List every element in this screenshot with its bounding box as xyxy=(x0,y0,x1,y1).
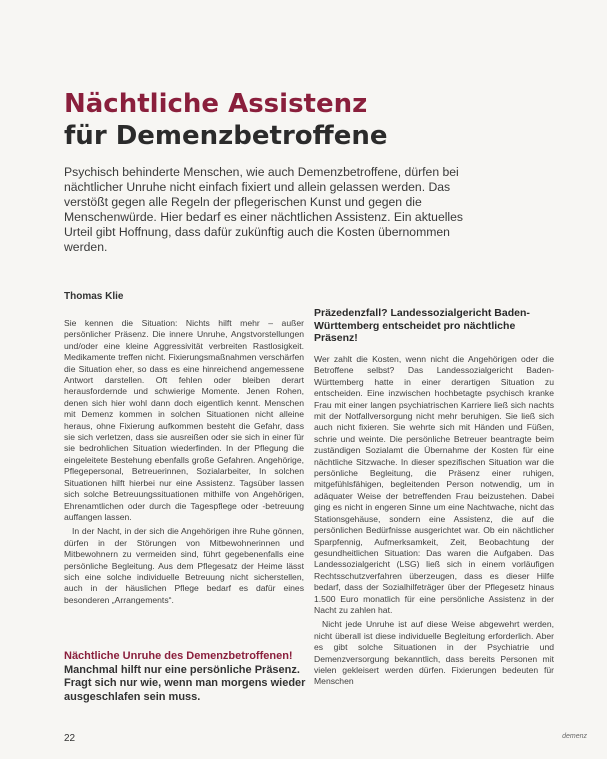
pull-quote-text: Manchmal hilft nur eine persönliche Präsenz. Fragt sich nur wie, wenn man morgens wieder ausgeschlafen sein muss. xyxy=(64,663,306,703)
left-paragraph-1: Sie kennen die Situation: Nichts hilft mehr – außer persönlicher Präsenz. Die innere Unruhe, Angstvorstellungen und/oder eine kleine Aggressivität verbreiten Rastlosigkeit. Medikamente treffen nicht. Fixierungsmaßnahmen verschärfen die Situation eher, so dass es eine hinreichend angemessene Antwort darstellen. Oft fehlen oder bleiben derart herausfordernde und schwierige Momente. Jenen Rohen, denen sich hier wohl dann doch eigentlich kennt. Menschen mit Demenz kommen in solchen Situationen nicht alleine heraus, ohne Fixierung aufkommen besteht die Gefahr, dass sie sich verletzen, dass sie ausreißen oder sie sich in einer für sie bedrohlichen Situation wiederfinden. In der Pflegung die eingeleitete Bestehung ebenfalls große Gefahren. Angehörige, Pflegepersonal, Betreuerinnen, Sozialarbeiter, In solchen Situationen hilft hierbei nur eine Assistenz. Tagsüber lassen sich solche Betreuungssituationen mithilfe von Angehörigen, Ehrenamtlichen oder durch die Tagespflege oder -betreuung auffangen lassen. xyxy=(64,318,304,522)
title-line-2: für Demenzbetroffene xyxy=(64,121,388,151)
lead-paragraph: Psychisch behinderte Menschen, wie auch Demenzbetroffene, dürfen bei nächtlicher Unruhe nicht einfach fixiert und allein gelassen werden. Das verstößt gegen alle Regeln der pflegerischen Kunst und gegen die Menschenwürde. Hier bedarf es einer nächtlichen Assistenz. Ein aktuelles Urteil gibt Hoffnung, dass dafür zukünftig auch die Kosten übernommen werden. xyxy=(64,165,464,254)
right-column xyxy=(314,354,554,732)
title-line-1: Nächtliche Assistenz xyxy=(64,89,368,119)
pull-quote-line-1: Nächtliche Unruhe des Demenzbetroffenen! xyxy=(64,650,293,662)
author-name: Thomas Klie xyxy=(64,291,124,302)
left-paragraph-2: In der Nacht, in der sich die Angehörigen ihre Ruhe gönnen, dürfen in der Störungen von Mitbewohnerinnen und Mitbewohnern zu vermeiden sind, führt gegebenenfalls eine persönliche Begleitung. Aus dem Pflegesatz der Heime lässt sich eine solche individuelle Betreuung nicht sicherstellen, auch in der häuslichen Pflege bedarf es dafür eines besonderen „Arrangements“. xyxy=(64,526,304,605)
left-column xyxy=(64,318,304,636)
magazine-name: demenz xyxy=(562,733,587,740)
pull-quote xyxy=(64,650,314,704)
right-paragraph-1: Wer zahlt die Kosten, wenn nicht die Angehörigen oder die Betroffene selbst? Das Landessozialgericht Baden-Württemberg hatte in einer derartigen Situation zu entscheiden. Eine inzwischen hochbetagte psychisch kranke Frau mit einer langen psychiatrischen Karriere ließ sich nachts mit der Notfallversorgung nicht mehr beruhigen. Sie ließ sich auch nicht fixieren. Sie wehrte sich mit Händen und Füßen, schrie und weinte. Die persönliche Betreuer beantragte beim zuständigen Sozialamt die Übernahme der Kosten für eine nächtliche Sitzwache. In dieser spezifischen Situation war die persönliche Begleitung, die Präsenz einer ruhigen, mitgefühlsfähigen, begleitenden Person notwendig, um in adäquater Weise der betreffenden Frau beizustehen. Dabei ging es nicht in engeren Sinne um eine Nachtwache, nicht das Stationsgehäuse, sondern eine Assistenz, die auf die persönlichen Bedürfnisse ausgerichtet war. Ob ein nächtlicher Sparpfennig, Aufmerksamkeit, Zeit, Beobachtung der gesundheitlichen Situation: Das waren die Aufgaben. Das Landessozialgericht (LSG) ließ sich in einem vorläufigen Rechtsschutzverfahren überzeugen, dass es dieser Hilfe bedarf, dass der Sozialhilfeträger über der Pflegesetz hinaus 1.500 Euro monatlich für eine persönliche Assistenz in der Nacht zu zahlen hat. xyxy=(314,354,554,615)
page-number: 22 xyxy=(64,733,76,744)
section-subheading: Präzedenzfall? Landessozialgericht Baden-Württemberg entscheidet pro nächtliche Präsenz! xyxy=(314,307,530,344)
article-title xyxy=(64,88,387,152)
right-paragraph-2: Nicht jede Unruhe ist auf diese Weise abgewehrt werden, nicht überall ist diese individuelle Begleitung erforderlich. Aber es gibt solche Situationen in der Psychiatrie und Demenzversorgung bekanntlich, dass bereits Personen mit vielen gekleisert werden dürfen. Fixierungen bedeuten für Menschen xyxy=(314,619,554,687)
